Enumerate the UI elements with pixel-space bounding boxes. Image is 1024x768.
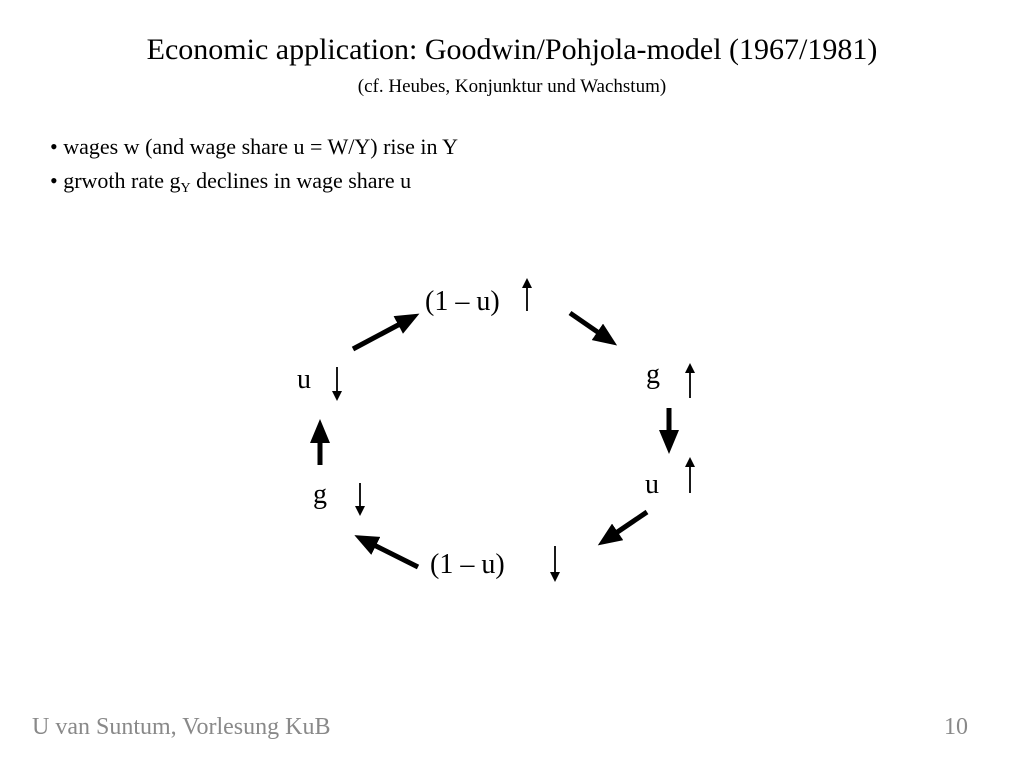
slide-title: Economic application: Goodwin/Pohjola-model (1967/1981) (146, 33, 878, 66)
bullet-wages: • wages w (and wage share u = W/Y) rise in Y (50, 134, 459, 159)
cycle-arrow-left-to-top (353, 324, 400, 349)
slide-subtitle: (cf. Heubes, Konjunktur und Wachstum) (357, 76, 667, 97)
bullet-growth-subscript: Y (180, 181, 191, 196)
bullet-growth-pre: • grwoth rate g (50, 168, 181, 193)
label-right-u: u (645, 469, 659, 500)
label-left-u: u (297, 364, 311, 395)
label-right-g: g (646, 359, 660, 390)
label-left-g: g (313, 479, 327, 510)
footer-author: U van Suntum, Vorlesung KuB (32, 714, 331, 740)
page-number: 10 (944, 714, 968, 740)
cycle-arrow-top-to-right (570, 313, 599, 333)
cycle-arrow-right-to-bottom (616, 512, 647, 533)
bullet-growth-post: declines in wage share u (190, 168, 412, 193)
label-top-one-minus-u: (1 – u) (425, 286, 500, 317)
label-bottom-one-minus-u: (1 – u) (430, 549, 505, 580)
cycle-arrow-bottom-to-left (374, 545, 418, 567)
